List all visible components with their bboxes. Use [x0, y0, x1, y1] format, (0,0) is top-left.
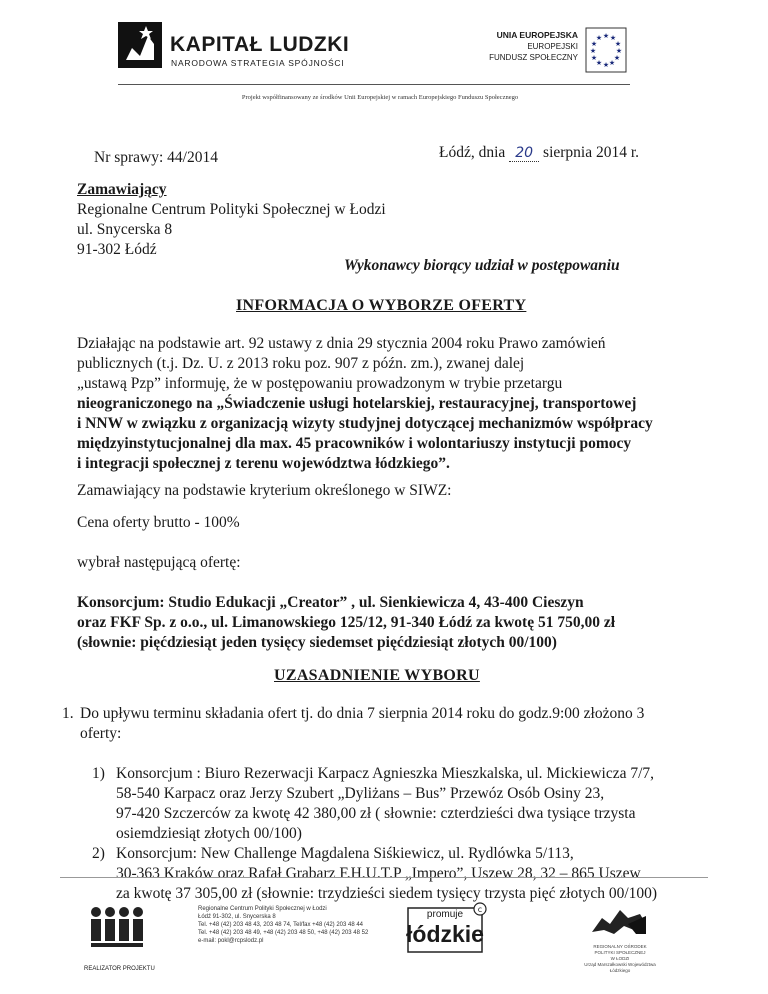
footer-divider [60, 877, 708, 878]
justification-title: UZASADNIENIE WYBORU [274, 667, 480, 684]
selected-offer [77, 593, 671, 653]
offer-number: 2) [92, 845, 105, 862]
offer-line: 97-420 Szczerców za kwotę 42 380,00 zł ( słownie: czterdzieści dwa tysiące trzysta [116, 805, 636, 822]
svg-text:★: ★ [595, 59, 603, 67]
eu-label-line1: UNIA EUROPEJSKA [496, 30, 578, 40]
offer-line: Konsorcjum: New Challenge Magdalena Siśkiewicz, ul. Rydlówka 5/113, [116, 845, 574, 862]
offer-line: Konsorcjum : Biuro Rezerwacji Karpacz Agnieszka Mieszkalska, ul. Mickiewicza 7/7, [116, 765, 655, 782]
offer-line: osiemdziesiąt złotych 00/100) [116, 825, 302, 842]
cofinancing-note: Projekt współfinansowany ze środków Unii Europejskiej w ramach Europejskiego Funduszu Społecznego [241, 94, 519, 101]
rops-logo-icon [588, 904, 650, 940]
offer-line: za kwotę 37 305,00 zł (słownie: trzydzieści siedem tysięcy trzysta pięć złotych 00/100) [116, 885, 658, 902]
selected-offer-line: (słownie: pięćdziesiąt jeden tysięcy siedemset pięćdziesiąt złotych 00/100) [77, 634, 557, 651]
case-number: Nr sprawy: 44/2014 [94, 149, 218, 166]
promuje-label: promuje [426, 909, 464, 920]
intro-line: Działając na podstawie art. 92 ustawy z dnia 29 stycznia 2004 roku Prawo zamówień [77, 335, 606, 352]
svg-text:★: ★ [595, 34, 603, 42]
lodzkie-label: łódzkie [406, 921, 484, 947]
program-subtitle: NARODOWA STRATEGIA SPÓJNOŚCI [171, 58, 345, 68]
rops-label-line: Urząd Marszałkowski Województwa Łódzkiego [584, 962, 656, 973]
client-name: Regionalne Centrum Polityki Społecznej w Łodzi [77, 201, 386, 218]
intro-line: „ustawą Pzp” informuję, że w postępowaniu prowadzonym w trybie przetargu [77, 375, 563, 392]
program-title: KAPITAŁ LUDZKI [170, 33, 350, 56]
document-title: INFORMACJA O WYBORZE OFERTY [236, 297, 527, 314]
intro-line: nieograniczonego na „Świadczenie usługi hotelarskiej, restauracyjnej, transportowej [77, 395, 637, 412]
svg-text:★: ★ [602, 61, 610, 69]
intro-paragraph [77, 334, 671, 474]
header-divider [118, 84, 630, 85]
footer-address [198, 905, 368, 945]
criterion-intro: Zamawiający na podstawie kryterium określonego w SIWZ: [77, 482, 452, 499]
kapital-ludzki-logo-icon [118, 22, 162, 68]
intro-line: i integracji społecznej z terenu województwa łódzkiego”. [77, 455, 450, 472]
svg-text:★: ★ [590, 40, 598, 48]
svg-text:★: ★ [602, 32, 610, 40]
offer-line: 30-363 Kraków oraz Rafał Grabarz F.H.U.T.P „Impero”, Uszew 28, 32 – 865 Uszew [116, 865, 641, 882]
client-street: ul. Snycerska 8 [77, 221, 173, 238]
footer-address-line: Regionalne Centrum Polityki Społecznej w Łodzi [198, 906, 327, 912]
rops-label-line: POLITYKI SPOŁECZNEJ [594, 950, 646, 955]
date-place: Łódź, dnia [439, 144, 506, 161]
selected-offer-line: oraz FKF Sp. z o.o., ul. Limanowskiego 125/12, 91-340 Łódź za kwotę 51 750,00 zł [77, 614, 616, 631]
date-line [439, 143, 639, 163]
offer-item [116, 844, 670, 904]
svg-text:★: ★ [608, 59, 616, 67]
selected-offer-line: Konsorcjum: Studio Edukacji „Creator” , ul. Sienkiewicza 4, 43-400 Cieszyn [77, 594, 584, 611]
eu-flag-icon [585, 27, 627, 73]
footer-address-line: Łódź 91-302, ul. Snycerska 8 [198, 914, 276, 920]
svg-text:★: ★ [613, 54, 621, 62]
svg-text:★: ★ [614, 40, 622, 48]
client-heading: Zamawiający [77, 181, 167, 198]
eu-label-line2: EUROPEJSKI [527, 42, 578, 51]
svg-text:★: ★ [590, 54, 598, 62]
rops-label-line: REGIONALNY OŚRODEK [593, 944, 647, 949]
intro-line: publicznych (t.j. Dz. U. z 2013 roku poz. 907 z późn. zm.), zwanej dalej [77, 355, 525, 372]
item-line: Do upływu terminu składania ofert tj. do dnia 7 sierpnia 2014 roku do godz.9:00 złożono 3 [80, 705, 645, 722]
rops-label-line: W ŁODZI [610, 956, 630, 961]
item-number: 1. [62, 705, 74, 722]
offer-number: 1) [92, 765, 105, 782]
svg-text:★: ★ [589, 47, 597, 55]
offer-line: 58-540 Karpacz oraz Jerzy Szubert „Dyliżans – Bus” Przewóz Osób Osiny 23, [116, 785, 605, 802]
date-month-year: sierpnia 2014 r. [543, 144, 640, 161]
svg-text:★: ★ [615, 47, 623, 55]
client-city: 91-302 Łódź [77, 241, 157, 258]
rops-label [584, 944, 656, 974]
footer-address-line: Tel. +48 (42) 203 48 43, 203 48 74, Tel/fax +48 (42) 203 48 44 [198, 922, 364, 928]
recipients-line: Wykonawcy biorący udział w postępowaniu [344, 257, 620, 274]
footer-address-line: Tel. +48 (42) 203 48 49, +48 (42) 203 48 50, +48 (42) 203 48 52 [198, 930, 369, 936]
realizator-people-icon [88, 900, 144, 960]
realizator-label: REALIZATOR PROJEKTU [84, 966, 155, 972]
eu-label [462, 30, 578, 63]
criterion-price: Cena oferty brutto - 100% [77, 514, 240, 531]
intro-line: międzyinstytucjonalnej dla max. 45 pracowników i wolontariuszy instytucji pomocy [77, 435, 632, 452]
svg-text:★: ★ [609, 34, 617, 42]
eu-label-line3: FUNDUSZ SPOŁECZNY [489, 53, 578, 62]
item-text [80, 704, 670, 744]
item-line: oferty: [80, 725, 122, 742]
selection-intro: wybrał następującą ofertę: [77, 554, 241, 571]
date-day-handwritten: 20 [509, 145, 539, 162]
offer-item [116, 764, 670, 844]
intro-line: i NNW w związku z organizacją wizyty studyjnej dotyczącej mechanizmów współpracy [77, 415, 653, 432]
svg-text:c: c [477, 905, 483, 914]
footer-address-line: e-mail: pokl@rcpslodz.pl [198, 938, 264, 944]
